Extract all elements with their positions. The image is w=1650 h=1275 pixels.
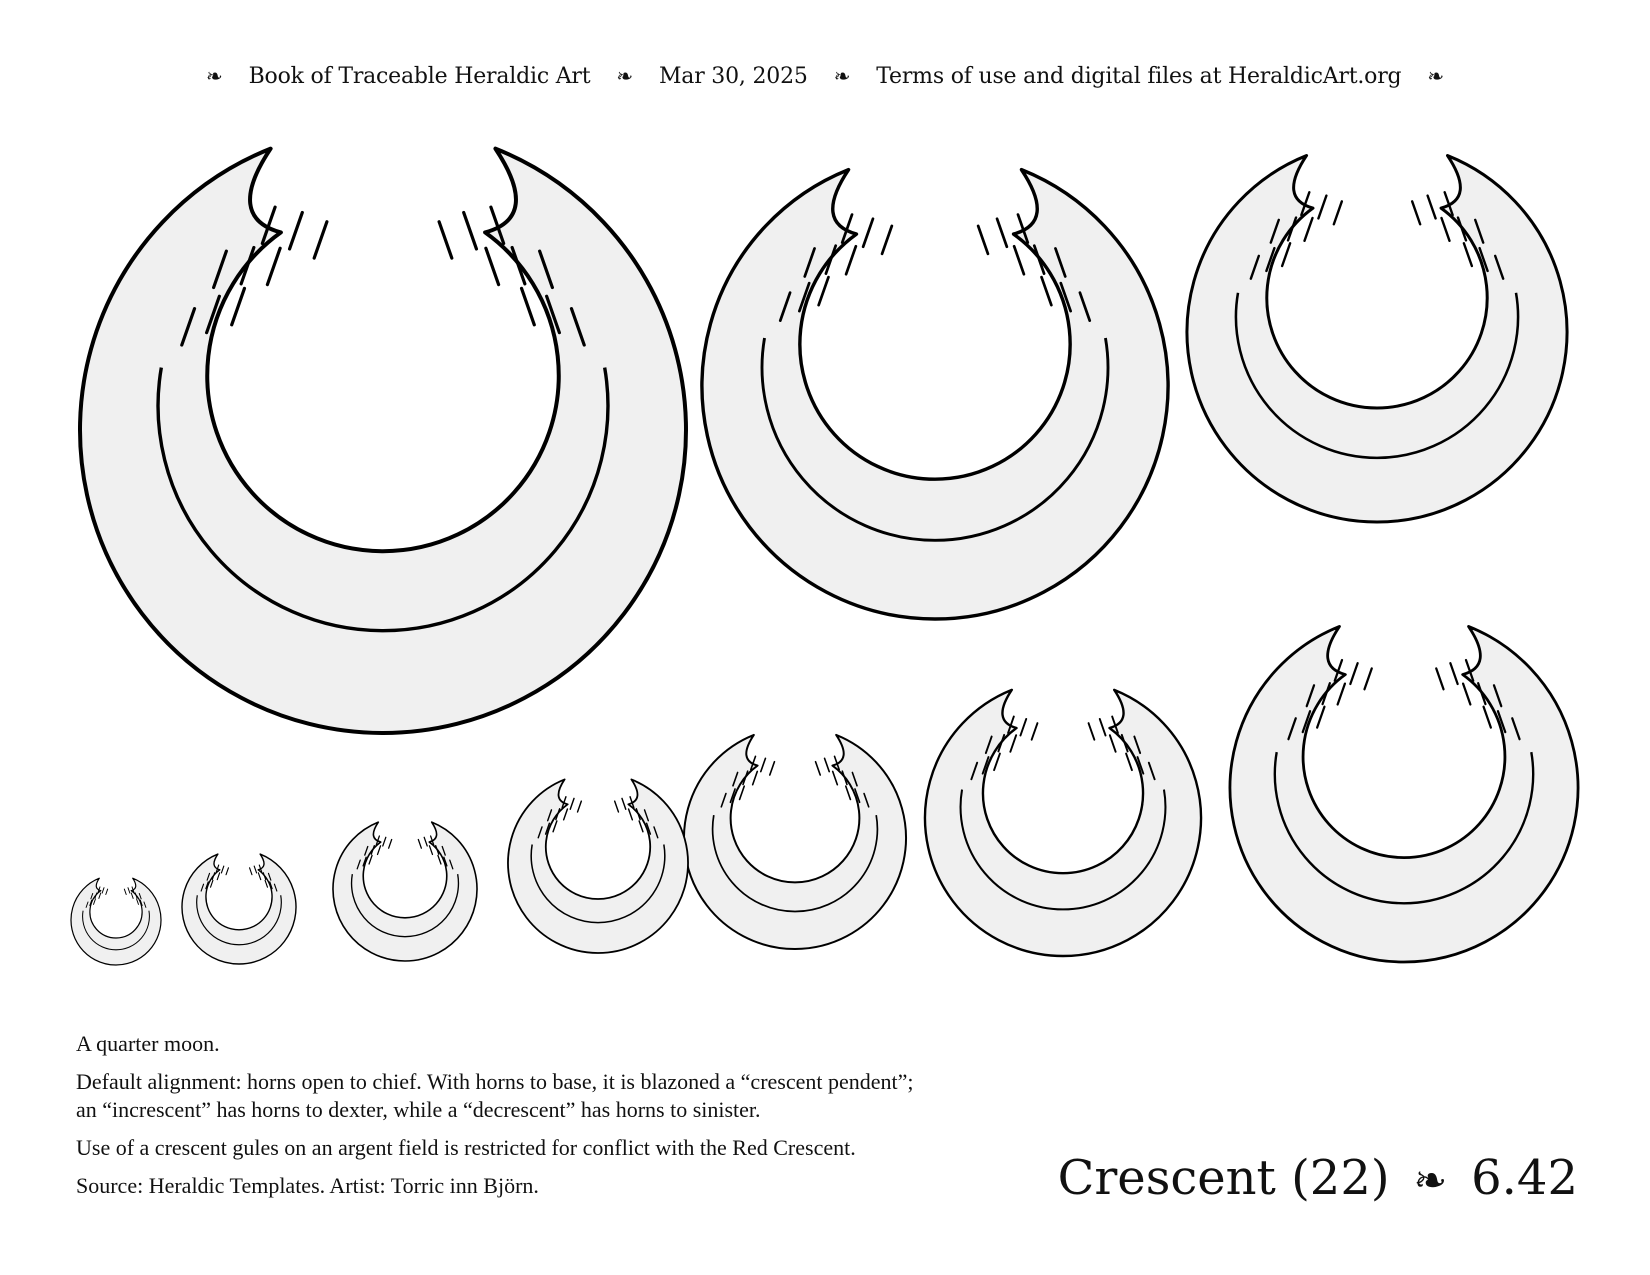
hatch-stroke — [629, 809, 633, 820]
crescent-outline — [684, 735, 906, 949]
fleuron-icon: ❧ — [1413, 1158, 1448, 1204]
description-restriction: Use of a crescent gules on an argent field is restricted for conflict with the Red Crescent. — [76, 1135, 856, 1160]
hatch-stroke — [1442, 218, 1450, 241]
description-source: Source: Heraldic Templates. Artist: Torric inn Björn. — [76, 1173, 539, 1198]
hatch-stroke — [383, 837, 386, 846]
hatch-stroke — [1042, 277, 1052, 305]
hatch-stroke — [1338, 684, 1345, 705]
hatch-stroke — [578, 801, 582, 812]
hatch-stroke — [816, 762, 821, 775]
hatch-stroke — [424, 837, 427, 846]
hatch-stroke — [1463, 684, 1470, 705]
hatch-stroke — [128, 888, 130, 893]
hatch-stroke — [1010, 735, 1016, 752]
hatch-stroke — [825, 758, 830, 771]
fleuron-icon: ❧ — [616, 64, 633, 88]
crescent-outline — [182, 854, 296, 964]
hatch-stroke — [1126, 754, 1132, 771]
crescent-outline — [71, 878, 161, 965]
hatch-stroke — [254, 866, 256, 873]
crescent-figure — [182, 854, 296, 964]
hatch-stroke — [1334, 201, 1342, 224]
hatch-stroke — [1110, 735, 1116, 752]
hatch-stroke — [1089, 723, 1095, 740]
hatch-stroke — [1464, 243, 1472, 266]
crescent-outline — [333, 822, 477, 961]
hatch-stroke — [846, 246, 856, 274]
hatch-stroke — [94, 899, 96, 904]
hatch-stroke — [265, 880, 267, 887]
hatch-stroke — [564, 809, 568, 820]
hatch-stroke — [369, 855, 372, 864]
hatch-stroke — [846, 786, 851, 799]
hatch-stroke — [770, 762, 775, 775]
hatch-stroke — [438, 855, 441, 864]
hatch-stroke — [389, 840, 392, 849]
hatch-stroke — [1282, 243, 1290, 266]
hatch-stroke — [1450, 663, 1457, 684]
hatch-stroke — [1364, 668, 1371, 689]
hatch-stroke — [314, 222, 327, 258]
hatch-stroke — [740, 786, 745, 799]
hatch-stroke — [232, 288, 245, 324]
crescent-figure — [80, 149, 686, 733]
hatch-stroke — [994, 754, 1000, 771]
page-number: 6.42 — [1471, 1150, 1578, 1206]
hatch-stroke — [1436, 668, 1443, 689]
crescent-outline — [1230, 626, 1578, 962]
book-title: Book of Traceable Heraldic Art — [248, 63, 591, 89]
hatch-stroke — [226, 868, 228, 875]
hatch-stroke — [290, 213, 303, 249]
hatch-stroke — [882, 226, 892, 254]
hatch-stroke — [753, 771, 758, 784]
crescent-outline — [1187, 156, 1567, 522]
hatch-stroke — [819, 277, 829, 305]
hatch-stroke — [1428, 196, 1436, 219]
fleuron-icon: ❧ — [833, 64, 851, 88]
hatch-stroke — [1020, 719, 1026, 736]
fleuron-icon: ❧ — [206, 64, 223, 88]
crescent-outline — [80, 149, 686, 733]
hatch-stroke — [99, 893, 101, 898]
hatch-stroke — [102, 888, 104, 893]
alignment-line-1: Default alignment: horns open to chief. With horns to base, it is blazoned a “crescent pendent”; — [76, 1069, 914, 1094]
hatch-stroke — [615, 801, 619, 812]
hatch-stroke — [1100, 719, 1106, 736]
alignment-line-2: an “increscent” has horns to dexter, while a “decrescent” has horns to sinister. — [76, 1097, 761, 1122]
hatch-stroke — [131, 893, 133, 898]
hatch-stroke — [1014, 246, 1024, 274]
hatch-stroke — [221, 866, 223, 873]
hatch-stroke — [267, 248, 280, 284]
hatch-stroke — [1350, 663, 1357, 684]
hatch-stroke — [622, 798, 626, 809]
crescent-figure — [702, 170, 1168, 619]
hatch-stroke — [137, 899, 139, 904]
hatch-stroke — [464, 213, 477, 249]
hatch-stroke — [217, 873, 219, 880]
page-title — [1058, 1150, 1578, 1206]
charge-name: Crescent (22) — [1057, 1150, 1390, 1206]
fleuron-icon: ❧ — [1427, 64, 1444, 88]
hatch-stroke — [1412, 201, 1420, 224]
hatch-stroke — [761, 758, 766, 771]
terms-link[interactable]: Terms of use and digital files at HeraldicArt.org — [876, 63, 1402, 89]
hatch-stroke — [258, 873, 260, 880]
crescent-outline — [925, 690, 1201, 956]
hatch-stroke — [553, 821, 557, 832]
crescent-figure — [508, 779, 688, 953]
hatch-stroke — [124, 889, 126, 894]
hatch-stroke — [211, 880, 213, 887]
hatch-stroke — [418, 840, 421, 849]
header-date: Mar 30, 2025 — [658, 63, 808, 89]
hatch-stroke — [639, 821, 643, 832]
hatch-stroke — [997, 219, 1007, 247]
crescent-outline — [702, 170, 1168, 619]
crescent-figure — [1230, 626, 1578, 962]
hatch-stroke — [1317, 707, 1324, 728]
crescent-figure — [1187, 156, 1567, 522]
hatch-stroke — [863, 219, 873, 247]
hatch-stroke — [833, 771, 838, 784]
description-summary: A quarter moon. — [76, 1031, 220, 1056]
hatch-stroke — [439, 222, 452, 258]
hatch-stroke — [429, 846, 432, 855]
hatch-stroke — [522, 288, 535, 324]
hatch-stroke — [486, 248, 499, 284]
hatch-stroke — [1318, 196, 1326, 219]
hatch-stroke — [1032, 723, 1038, 740]
hatch-stroke — [978, 226, 988, 254]
crescent-figure — [925, 690, 1201, 956]
description-block — [76, 1030, 1076, 1210]
crescent-figure — [333, 822, 477, 961]
crescent-outline — [508, 779, 688, 953]
hatch-stroke — [106, 889, 108, 894]
hatch-stroke — [250, 868, 252, 875]
hatch-stroke — [378, 846, 381, 855]
crescent-figure — [684, 735, 906, 949]
hatch-stroke — [1484, 707, 1491, 728]
description-alignment — [76, 1068, 1076, 1124]
hatch-stroke — [570, 798, 574, 809]
hatch-stroke — [1305, 218, 1313, 241]
crescent-figure — [71, 878, 161, 965]
